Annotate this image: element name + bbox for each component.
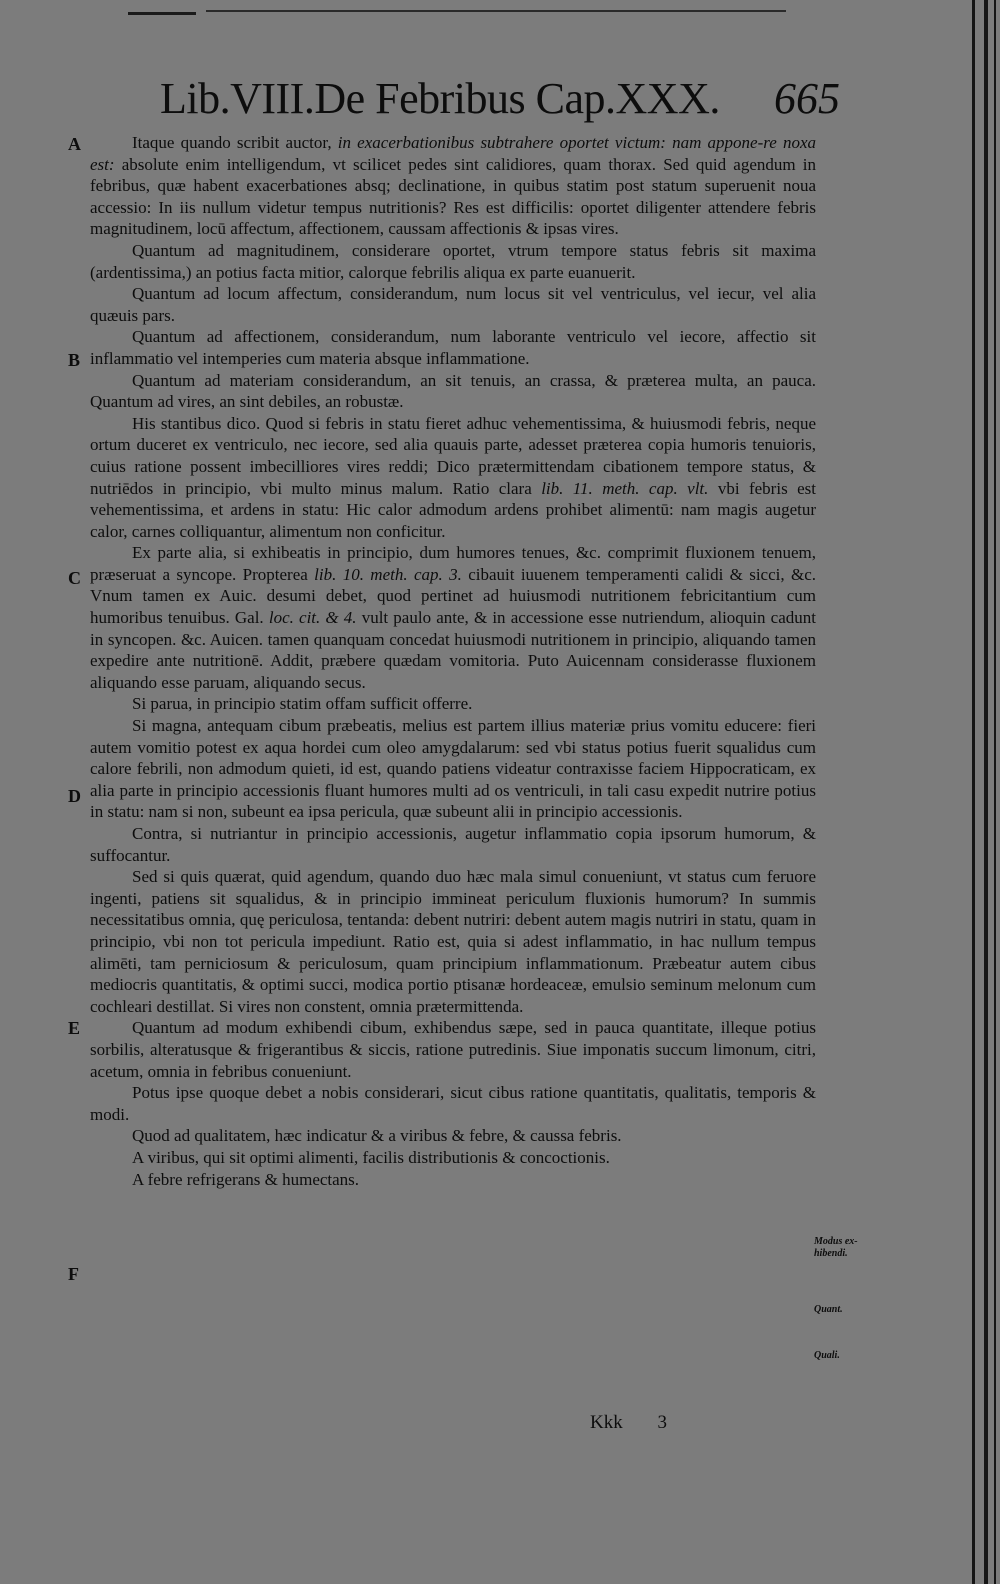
text-run: His stantibus dico. Quod si febris in statu fieret adhuc vehementissima, & huiusmodi febris, neque ortum duceret ex ventriculo, nec iecore, sed alia quauis parte, adesset præterea copia humoris tenuioris, cuius ratione possent imbecilliores vires reddi; Dico prætermittendam cibationem tempore status, & nutriēdos in principio, vbi multo minus malum. Ratio clara bbox=[90, 413, 816, 498]
margin-letter-d: D bbox=[68, 786, 81, 806]
top-rule-left bbox=[128, 12, 196, 15]
italic-citation: lib. 11. meth. cap. vlt. bbox=[541, 478, 709, 498]
text-run: absolute enim intelligendum, vt scilicet pedes sint calidiores, quam thorax. Sed quid agendum in febribus, quæ habent exacerbationes absq; declinatione, in quibus statim post statum superuenit noua accessio: In iis nullum videtur tempus nutritionis? Res est difficilis: oportet diligenter attendere febris magnitudinem, locū affectum, affectionem, caussam affectionis & ipsas vires. bbox=[90, 154, 816, 239]
text-run: vult paulo ante, & in accessione esse nutriendum, alioquin cadunt in syncopen. &c. Auicen. tamen quanquam concedat huiusmodi nutritionem in principio, aliquando tamen expedire ante nutritionē. Addit, præbere quædam vomitoria. Puto Auicennam considerasse fluxionem aliquando esse paruam, aliquando secus. bbox=[90, 608, 816, 692]
page-edge-line bbox=[972, 0, 975, 1584]
paragraph bbox=[90, 1147, 816, 1169]
text-run: Quod ad qualitatem, hæc indicatur & a viribus & febre, & caussa febris. bbox=[132, 1126, 622, 1146]
paragraph bbox=[90, 326, 816, 369]
paragraph bbox=[90, 240, 816, 283]
paragraph bbox=[90, 283, 816, 326]
text-run: Itaque quando scribit auctor, bbox=[132, 133, 338, 152]
text-run: A febre refrigerans & humectans. bbox=[132, 1169, 360, 1189]
margin-letter-a: A bbox=[68, 134, 81, 154]
paragraph bbox=[90, 715, 816, 823]
margin-note-quant: Quant. bbox=[814, 1304, 843, 1315]
text-run: Potus ipse quoque debet a nobis considerari, sicut cibus ratione quantitatis, qualitatis, temporis & modi. bbox=[90, 1083, 816, 1124]
margin-letter-c: C bbox=[68, 568, 81, 588]
paragraph bbox=[90, 1017, 816, 1082]
italic-citation: lib. 10. meth. cap. 3. bbox=[314, 564, 462, 584]
italic-citation: loc. cit. & 4. bbox=[268, 608, 357, 628]
top-rule-right bbox=[206, 10, 786, 12]
italic-citation: in exacerbationibus subtrahere oportet victum: nam appone-re noxa est: bbox=[90, 133, 817, 174]
paragraph bbox=[90, 866, 816, 1017]
margin-letter-e: E bbox=[68, 1018, 81, 1038]
signature-number: 3 bbox=[657, 1412, 667, 1433]
body-text bbox=[90, 132, 816, 1190]
text-run: A viribus, qui sit optimi alimenti, facilis distributionis & concoctionis. bbox=[132, 1147, 610, 1167]
page-edge-line bbox=[994, 0, 996, 1584]
paragraph bbox=[90, 542, 816, 693]
text-run: Quantum ad locum affectum, considerandum, num locus sit vel ventriculus, vel iecur, vel alia quæuis pars. bbox=[90, 284, 816, 325]
text-run: cibauit iuuenem temperamenti calidi & sicci, &c. Vnum tamen ex Auic. desumi debet, quod pertinet ad huiusmodi nutritionem febricitantium cum humoribus tenuibus. Gal. bbox=[90, 564, 816, 628]
paragraph bbox=[90, 1169, 816, 1191]
paragraph bbox=[90, 1082, 816, 1125]
margin-note-quali: Quali. bbox=[814, 1350, 840, 1361]
paragraph bbox=[90, 132, 816, 240]
page-footer bbox=[590, 1412, 667, 1434]
paragraph bbox=[90, 693, 816, 715]
text-run: Quantum ad affectionem, considerandum, num laborante ventriculo vel iecore, affectio sit inflammatio vel intemperies cum materia absque inflammatione. bbox=[90, 327, 816, 368]
text-run: Quantum ad magnitudinem, considerare oportet, vtrum tempore status febris sit maxima (ardentissima,) an potius facta mitior, calorque febrilis aliqua ex parte euanuerit. bbox=[90, 240, 816, 282]
page-number: 665 bbox=[774, 74, 840, 123]
text-run: Quantum ad modum exhibendi cibum, exhibendus sæpe, sed in pauca quantitate, illeque potius sorbilis, alteratusque & frigerantibus & siccis, ratione putredinis. Siue imponatis succum limonum, citri, acetum, omnia in febribus conueniunt. bbox=[90, 1018, 816, 1081]
paragraph bbox=[90, 823, 816, 866]
paragraph bbox=[90, 370, 816, 413]
page-edge-line bbox=[984, 0, 988, 1584]
signature-mark: Kkk bbox=[590, 1412, 623, 1433]
text-run: Sed si quis quærat, quid agendum, quando duo hæc mala simul conueniunt, vt status cum feruore ingenti, patiens sit squalidus, & in principio immineat periculum fluxionis humorum? In summis necessitatibus omnia, quę periculosa, tentanda: debent nutriri: debent autem magis nutriri in statu, quam in principio, vbi non tot pericula impediunt. Ratio est, quia si adest inflammatio, in hac nullum tempus alimēti, tam perniciosum & periculosum, quam principium inflammationum. Præbeatur autem cibus mediocris quantitatis, & optimi succi, modica portio ptisanæ hordeaceæ, emulsio seminum melonum cum cochleari destillat. Si vires non constent, omnia prætermittenda. bbox=[90, 867, 816, 1016]
margin-note-modus: Modus ex-hibendi. bbox=[814, 1236, 858, 1259]
text-run: Contra, si nutriantur in principio accessionis, augetur inflammatio copia ipsorum humorum, & suffocantur. bbox=[90, 824, 816, 865]
text-run: vbi febris est vehementissima, et ardens in statu: Hic calor admodum ardens prohibet alimentū: nam magis augetur calor, carnes colliquantur, alimentum non conficitur. bbox=[90, 478, 816, 541]
running-head: Lib.VIII.De Febribus Cap.XXX. bbox=[160, 74, 720, 123]
margin-letter-f: F bbox=[68, 1264, 79, 1284]
page-header bbox=[160, 70, 840, 128]
text-run: Si parua, in principio statim offam sufficit offerre. bbox=[132, 694, 473, 714]
margin-letter-b: B bbox=[68, 350, 81, 370]
paragraph bbox=[90, 413, 816, 543]
text-run: Ex parte alia, si exhibeatis in principio, dum humores tenues, &c. comprimit fluxionem tenuem, præseruat a syncope. Propterea bbox=[90, 543, 816, 584]
text-run: Quantum ad materiam considerandum, an sit tenuis, an crassa, & præterea multa, an pauca. Quantum ad vires, an sint debiles, an robustæ. bbox=[90, 370, 816, 412]
paragraph bbox=[90, 1125, 816, 1147]
text-run: Si magna, antequam cibum præbeatis, melius est partem illius materiæ prius vomitu educere: fieri autem vomitio potest ex aqua hordei cum oleo amygdalarum: sed vbi status potius fuerit squalidus cum calore febrili, non admodum quieti, id est, quando patiens videatur contraxisse faciem Hippocraticam, ex alia parte in principio accessionis fluant humores multi ad os ventriculi, in tali casu expedit nutrire potius in statu: nam si non, subeunt ea ipsa pericula, quæ subeunt alii in principio accessionis. bbox=[90, 716, 816, 822]
